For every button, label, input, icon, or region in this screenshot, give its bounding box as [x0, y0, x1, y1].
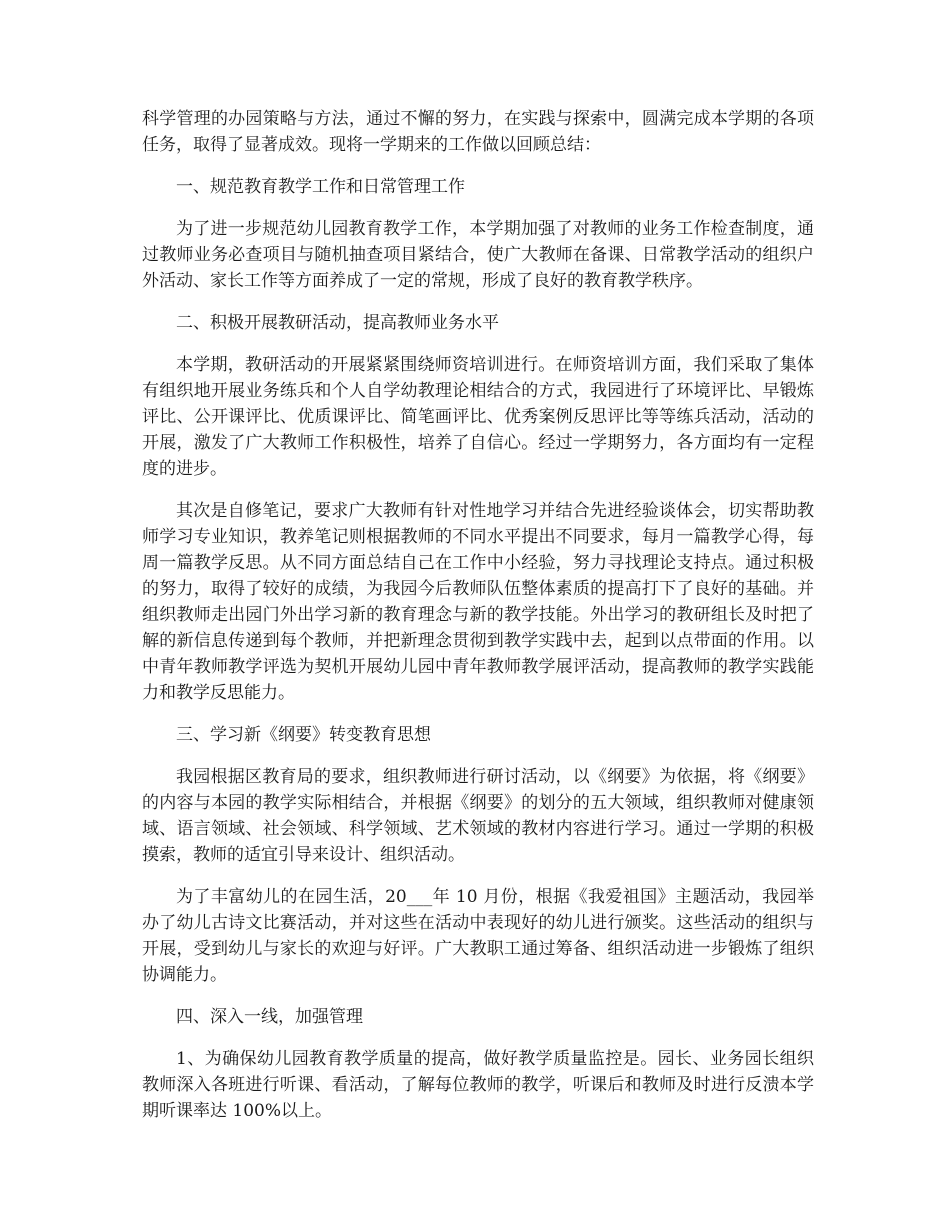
document-body: [142, 106, 814, 1140]
body-paragraph: 为了进一步规范幼儿园教育教学工作，本学期加强了对教师的业务工作检查制度，通过教师业务必查项目与随机抽查项目紧结合，使广大教师在备课、日常教学活动的组织户外活动、家长工作等方面养成了一定的常规，形成了良好的教育教学秩序。: [142, 219, 814, 291]
body-paragraph: 1、为确保幼儿园教育教学质量的提高，做好教学质量监控是。园长、业务园长组织教师深入各班进行听课、看活动，了解每位教师的教学，听课后和教师及时进行反溃本学期听课率达 100%以上。: [142, 1049, 814, 1121]
section-heading-3: 三、学习新《纲要》转变教育思想: [176, 725, 431, 745]
section-heading-2: 二、积极开展教研活动，提高教师业务水平: [176, 313, 499, 333]
body-paragraph: 我园根据区教育局的要求，组织教师进行研讨活动，以《纲要》为依据，将《纲要》的内容与本园的教学实际相结合，并根据《纲要》的划分的五大领域，组织教师对健康领域、语言领域、社会领域、科学领域、艺术领域的教材内容进行学习。通过一学期的积极摸索，教师的适宜引导来设计、组织活动。: [142, 767, 814, 865]
section-heading-1: 一、规范教育教学工作和日常管理工作: [176, 177, 465, 197]
intro-paragraph: 科学管理的办园策略与方法，通过不懈的努力，在实践与探索中，圆满完成本学期的各项任务，取得了显著成效。现将一学期来的工作做以回顾总结：: [142, 109, 814, 155]
section-heading-4: 四、深入一线，加强管理: [176, 1007, 363, 1027]
body-paragraph: 本学期，教研活动的开展紧紧围绕师资培训进行。在师资培训方面，我们采取了集体有组织地开展业务练兵和个人自学幼教理论相结合的方式，我园进行了环境评比、早锻炼评比、公开课评比、优质课评比、简笔画评比、优秀案例反思评比等等练兵活动，活动的开展，激发了广大教师工作积极性，培养了自信心。经过一学期努力，各方面均有一定程度的进步。: [142, 355, 814, 479]
body-paragraph: 其次是自修笔记，要求广大教师有针对性地学习并结合先进经验谈体会，切实帮助教师学习专业知识，教养笔记则根据教师的不同水平提出不同要求，每月一篇教学心得，每周一篇教学反思。从不同方面总结自己在工作中小经验，努力寻找理论支持点。通过积极的努力，取得了较好的成绩，为我园今后教师队伍整体素质的提高打下了良好的基础。并组织教师走出园门外出学习新的教育理念与新的教学技能。外出学习的教研组长及时把了解的新信息传递到每个教师，并把新理念贯彻到教学实践中去，起到以点带面的作用。以中青年教师教学评选为契机开展幼儿园中青年教师教学展评活动，提高教师的教学实践能力和教学反思能力。: [142, 501, 814, 703]
body-paragraph: 为了丰富幼儿的在园生活，20___年 10 月份，根据《我爱祖国》主题活动，我园举办了幼儿古诗文比赛活动，并对这些在活动中表现好的幼儿进行颁奖。这些活动的组织与开展，受到幼儿与家长的欢迎与好评。广大教职工通过筹备、组织活动进一步锻炼了组织协调能力。: [142, 887, 814, 985]
